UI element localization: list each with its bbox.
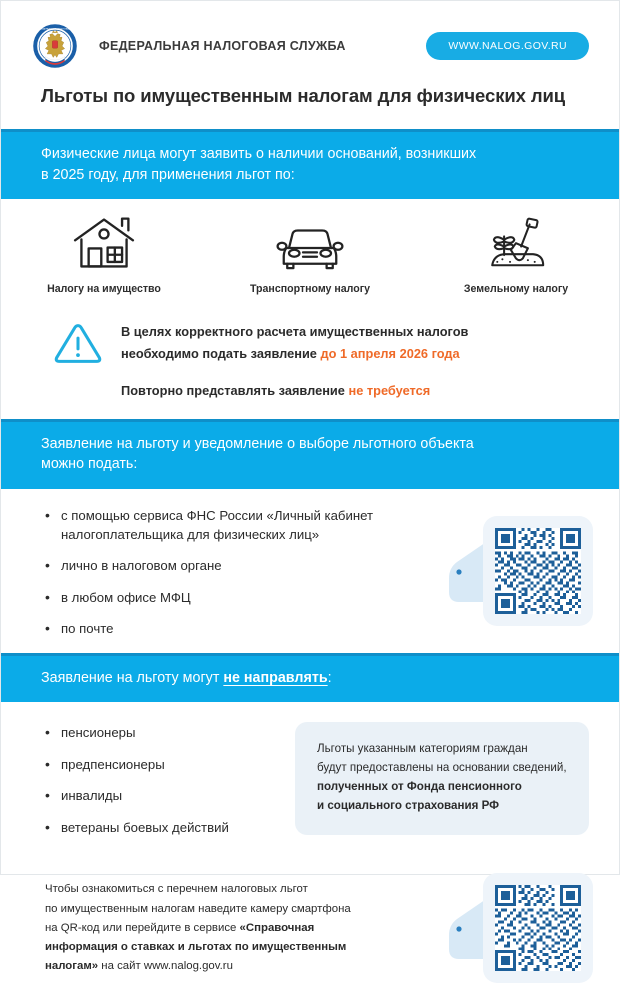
list-item: • предпенсионеры — [45, 756, 295, 774]
qr-code-image — [495, 885, 581, 971]
submit-options-list — [45, 507, 483, 638]
footer-section — [1, 851, 619, 1003]
banner-no-application-needed — [1, 653, 619, 703]
house-icon — [71, 217, 137, 271]
info-card-line-4: и социального страхования РФ — [317, 798, 500, 812]
submit-options-section — [1, 489, 619, 652]
footer-line-5 — [45, 957, 473, 976]
fns-coat-of-arms-emblem — [33, 24, 77, 68]
tax-type-label: Налогу на имущество — [47, 283, 161, 296]
tax-types-row — [1, 199, 619, 305]
banner-how-to-submit — [1, 419, 619, 489]
list-item: • ветераны боевых действий — [45, 819, 295, 837]
footer-qr-column — [483, 873, 593, 983]
tax-type-label: Земельному налогу — [463, 283, 569, 296]
sfr-info-card — [295, 722, 589, 835]
tax-type-vehicle — [207, 217, 413, 295]
footer-line5-rest: на сайт www.nalog.gov.ru — [98, 960, 233, 973]
tax-type-property — [1, 217, 207, 295]
warning-text — [107, 319, 468, 400]
footer-line5-bold: налогам» — [45, 960, 99, 973]
banner2-line1: Заявление на льготу и уведомление о выборе льготного объекта — [41, 435, 474, 452]
footer-line3-plain: на QR-код или перейдите в сервисе — [45, 921, 240, 934]
warning-line-1 — [121, 321, 468, 342]
tax-type-label: Транспортному налогу — [249, 283, 371, 296]
warning-block — [1, 305, 619, 418]
warning-line-3 — [121, 380, 468, 401]
list-item: • лично в налоговом органе — [45, 557, 483, 575]
list-item: • в любом офисе МФЦ — [45, 589, 483, 607]
footer-line3-bold: «Справочная — [239, 921, 315, 934]
banner3-emphasis: не направлять — [223, 669, 328, 686]
list-item: • по почте — [45, 620, 483, 638]
footer-line-3 — [45, 919, 473, 938]
warning-deadline: до 1 апреля 2026 года — [320, 345, 460, 361]
tax-type-land — [413, 217, 619, 295]
footer-line-4: информация о ставках и льготах по имущественным — [45, 940, 347, 953]
qr-bubble — [483, 873, 593, 983]
banner2-line2: можно подать: — [41, 456, 138, 473]
info-card-column — [295, 720, 593, 837]
warning-line1b: необходимо подать заявление — [121, 345, 321, 361]
exempt-categories-list — [45, 724, 295, 837]
shovel-plant-icon — [482, 217, 550, 271]
banner1-line1: Физические лица могут заявить о наличии оснований, возникших — [41, 146, 477, 162]
qr-code-tax-benefits-reference[interactable] — [483, 873, 593, 983]
page-title: Льготы по имущественным налогам для физических лиц — [41, 85, 566, 106]
footer-line-1: Чтобы ознакомиться с перечнем налоговых льгот — [45, 883, 308, 896]
list-item: • пенсионеры — [45, 724, 295, 742]
warning-line-2 — [121, 343, 468, 364]
qr-bubble — [483, 516, 593, 626]
submit-qr-column — [483, 503, 593, 638]
footer-line-2: по имущественным налогам наведите камеру смартфона — [45, 902, 351, 915]
submit-options-list-column — [45, 503, 483, 638]
exempt-categories-section — [1, 702, 619, 851]
page-header — [1, 1, 619, 63]
warning-not-required: не требуется — [348, 382, 431, 398]
banner1-line2: в 2025 году, для применения льгот по: — [41, 166, 295, 183]
info-card-line-1: Льготы указанным категориям граждан — [317, 742, 528, 756]
svg-text:ФЕДЕРАЛЬНАЯ НАЛОГОВАЯ: ФЕДЕРАЛЬНАЯ НАЛОГОВАЯ — [39, 28, 71, 31]
exempt-categories-column — [45, 720, 295, 837]
warning-line2a: Повторно представлять заявление — [121, 382, 349, 398]
organization-name: ФЕДЕРАЛЬНАЯ НАЛОГОВАЯ СЛУЖБА — [99, 39, 346, 53]
banner-grounds-2025 — [1, 129, 619, 199]
website-button[interactable]: WWW.NALOG.GOV.RU — [426, 32, 589, 60]
warning-triangle-icon — [53, 319, 107, 371]
car-icon — [275, 217, 345, 271]
info-card-line-2: будут предоставлены на основании сведений, — [317, 761, 567, 775]
qr-code-image — [495, 528, 581, 614]
qr-code-submit-application[interactable] — [483, 516, 593, 626]
footer-text — [45, 880, 483, 976]
list-item: • с помощью сервиса ФНС России «Личный кабинет налогоплательщика для физических лиц» — [45, 507, 415, 544]
banner3-prefix: Заявление на льготу могут — [41, 669, 224, 686]
list-item: • инвалиды — [45, 787, 295, 805]
info-card-line-3: полученных от Фонда пенсионного — [317, 779, 522, 793]
banner3-suffix: : — [327, 669, 332, 686]
warning-line1a: В целях корректного расчета имущественных налогов — [121, 324, 469, 340]
